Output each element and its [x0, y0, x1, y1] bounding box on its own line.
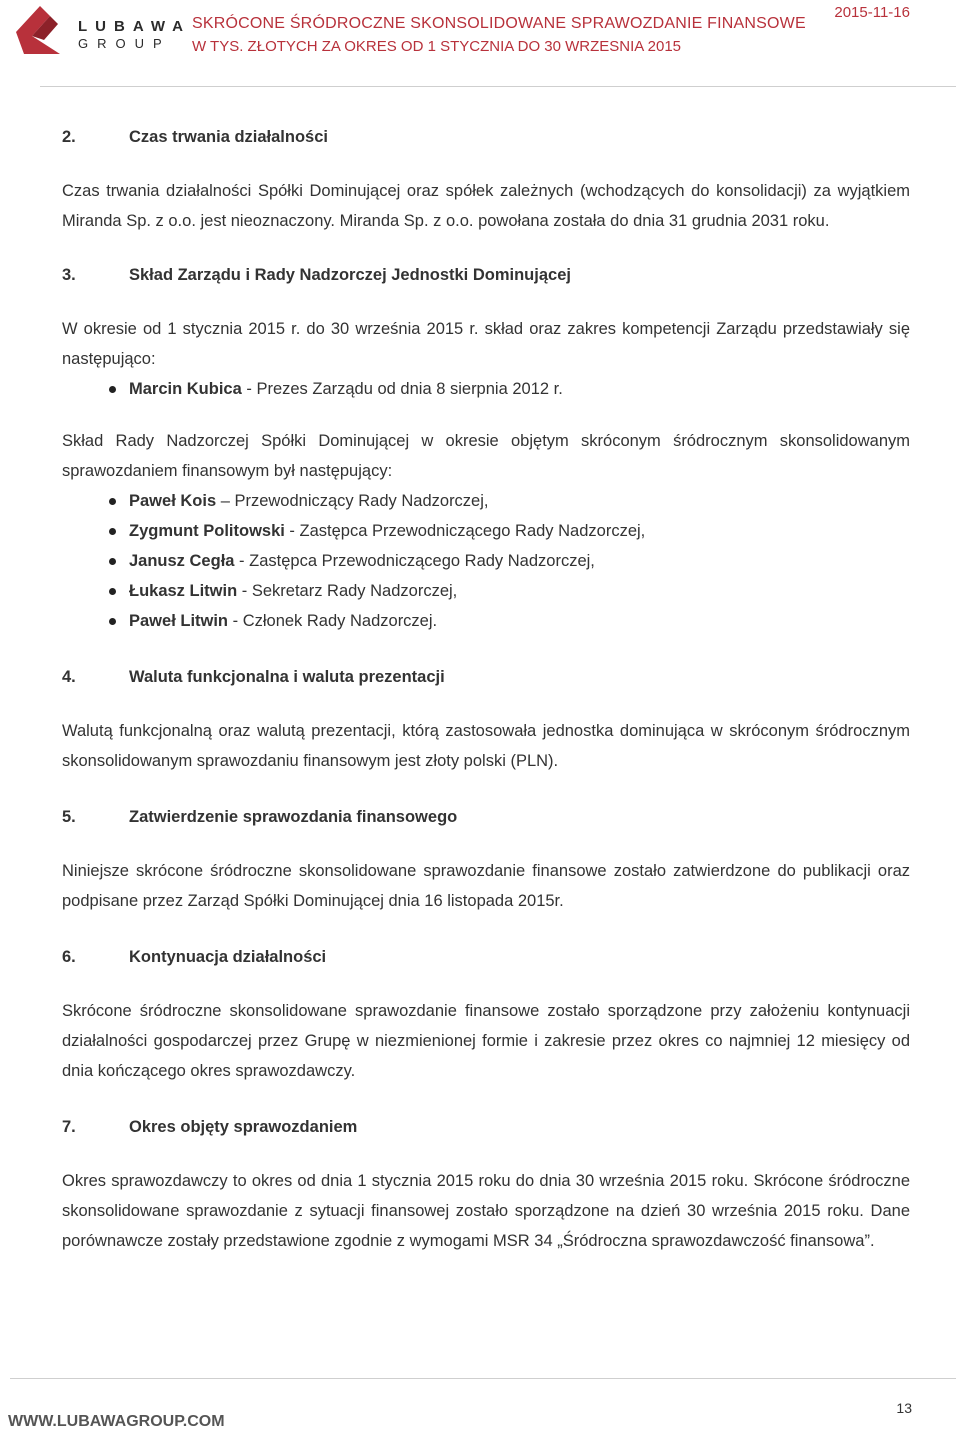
section-3-heading	[62, 260, 910, 290]
header-title: SKRÓCONE ŚRÓDROCZNE SKONSOLIDOWANE SPRAWOZDANIE FINANSOWE	[192, 15, 806, 32]
logo-line1: LUBAWA	[78, 18, 191, 35]
section-5-paragraph: Niniejsze skrócone śródroczne skonsolidowane sprawozdanie finansowe zostało zatwierdzone do publikacji oraz podpisane przez Zarząd Spółki Dominującej dnia 16 listopada 2015r.	[62, 862, 910, 910]
list-item	[62, 546, 910, 576]
member-name: Janusz Cegła	[129, 552, 235, 570]
header-date: 2015-11-16	[834, 4, 910, 21]
section-title: Waluta funkcjonalna i waluta prezentacji	[129, 668, 445, 686]
footer-divider	[10, 1378, 956, 1379]
section-title: Zatwierdzenie sprawozdania finansowego	[129, 808, 458, 826]
page-number: 13	[896, 1400, 912, 1416]
member-name: Zygmunt Politowski	[129, 522, 285, 540]
member-role: – Przewodniczący Rady Nadzorczej,	[216, 492, 489, 510]
section-2-paragraph: Czas trwania działalności Spółki Dominującej oraz spółek zależnych (wchodzących do konsolidacji) za wyjątkiem Miranda Sp. z o.o. jest nieoznaczony. Miranda Sp. z o.o. powołana została do dnia 31 grudnia 2031 roku.	[62, 182, 910, 230]
document-body	[62, 120, 910, 1256]
member-name: Paweł Kois	[129, 492, 217, 510]
section-number: 5.	[62, 808, 76, 826]
section-title: Skład Zarządu i Rady Nadzorczej Jednostki Dominującej	[129, 266, 571, 284]
section-title: Kontynuacja działalności	[129, 948, 327, 966]
section-2-heading	[62, 122, 910, 152]
member-role: - Prezes Zarządu od dnia 8 sierpnia 2012 r.	[241, 380, 563, 398]
section-7-heading	[62, 1112, 910, 1142]
section-number: 6.	[62, 948, 76, 966]
header-subtitle: W TYS. ZŁOTYCH ZA OKRES OD 1 STYCZNIA DO 30 WRZESNIA 2015	[192, 38, 682, 55]
footer-website-link[interactable]: WWW.LUBAWAGROUP.COM	[8, 1413, 225, 1430]
section-5-heading	[62, 802, 910, 832]
header-divider	[40, 86, 956, 87]
section-3-paragraph-1: W okresie od 1 stycznia 2015 r. do 30 września 2015 r. skład oraz zakres kompetencji Zarządu przedstawiały się następująco:	[62, 320, 910, 368]
section-number: 2.	[62, 128, 76, 146]
section-title: Okres objęty sprawozdaniem	[129, 1118, 358, 1136]
member-name: Paweł Litwin	[129, 612, 229, 630]
member-name: Łukasz Litwin	[129, 582, 238, 600]
list-item	[62, 576, 910, 606]
section-7-paragraph: Okres sprawozdawczy to okres od dnia 1 stycznia 2015 roku do dnia 30 września 2015 roku. Skrócone śródroczne skonsolidowane sprawozdanie z sytuacji finansowej zostało sporządzone na dzień 30 września 2015 roku. Dane porównawcze zostały przedstawione zgodnie z wymogami MSR 34 „Śródroczna sprawozdawczość finansowa”.	[62, 1172, 910, 1250]
section-number: 4.	[62, 668, 76, 686]
member-role: - Sekretarz Rady Nadzorczej,	[237, 582, 458, 600]
section-title: Czas trwania działalności	[129, 128, 328, 146]
section-4-paragraph: Walutą funkcjonalną oraz walutą prezentacji, którą zastosowała jednostka dominująca w skróconym śródrocznym skonsolidowanym sprawozdaniu finansowym jest złoty polski (PLN).	[62, 722, 910, 770]
section-number: 7.	[62, 1118, 76, 1136]
member-role: - Zastępca Przewodniczącego Rady Nadzorczej,	[234, 552, 595, 570]
lubawa-logo-icon	[10, 2, 66, 58]
page-header	[0, 0, 960, 90]
board-list	[62, 374, 910, 404]
section-4-heading	[62, 662, 910, 692]
logo-line2: GROUP	[78, 36, 171, 51]
member-name: Marcin Kubica	[129, 380, 242, 398]
member-role: - Członek Rady Nadzorczej.	[228, 612, 438, 630]
section-number: 3.	[62, 266, 76, 284]
member-role: - Zastępca Przewodniczącego Rady Nadzorczej,	[284, 522, 646, 540]
list-item	[62, 516, 910, 546]
council-list	[62, 486, 910, 636]
section-3-paragraph-2: Skład Rady Nadzorczej Spółki Dominującej w okresie objętym skróconym śródrocznym skonsolidowanym sprawozdaniem finansowym był następujący:	[62, 432, 910, 480]
list-item	[62, 606, 910, 636]
list-item	[62, 486, 910, 516]
section-6-heading	[62, 942, 910, 972]
list-item	[62, 374, 910, 404]
section-6-paragraph: Skrócone śródroczne skonsolidowane sprawozdanie finansowe zostało sporządzone przy założeniu kontynuacji działalności gospodarczej przez Grupę w niezmienionej formie i zakresie przez okres co najmniej 12 miesięcy od dnia kończącego okres sprawozdawczy.	[62, 1002, 910, 1080]
logo-wordmark	[78, 18, 191, 52]
